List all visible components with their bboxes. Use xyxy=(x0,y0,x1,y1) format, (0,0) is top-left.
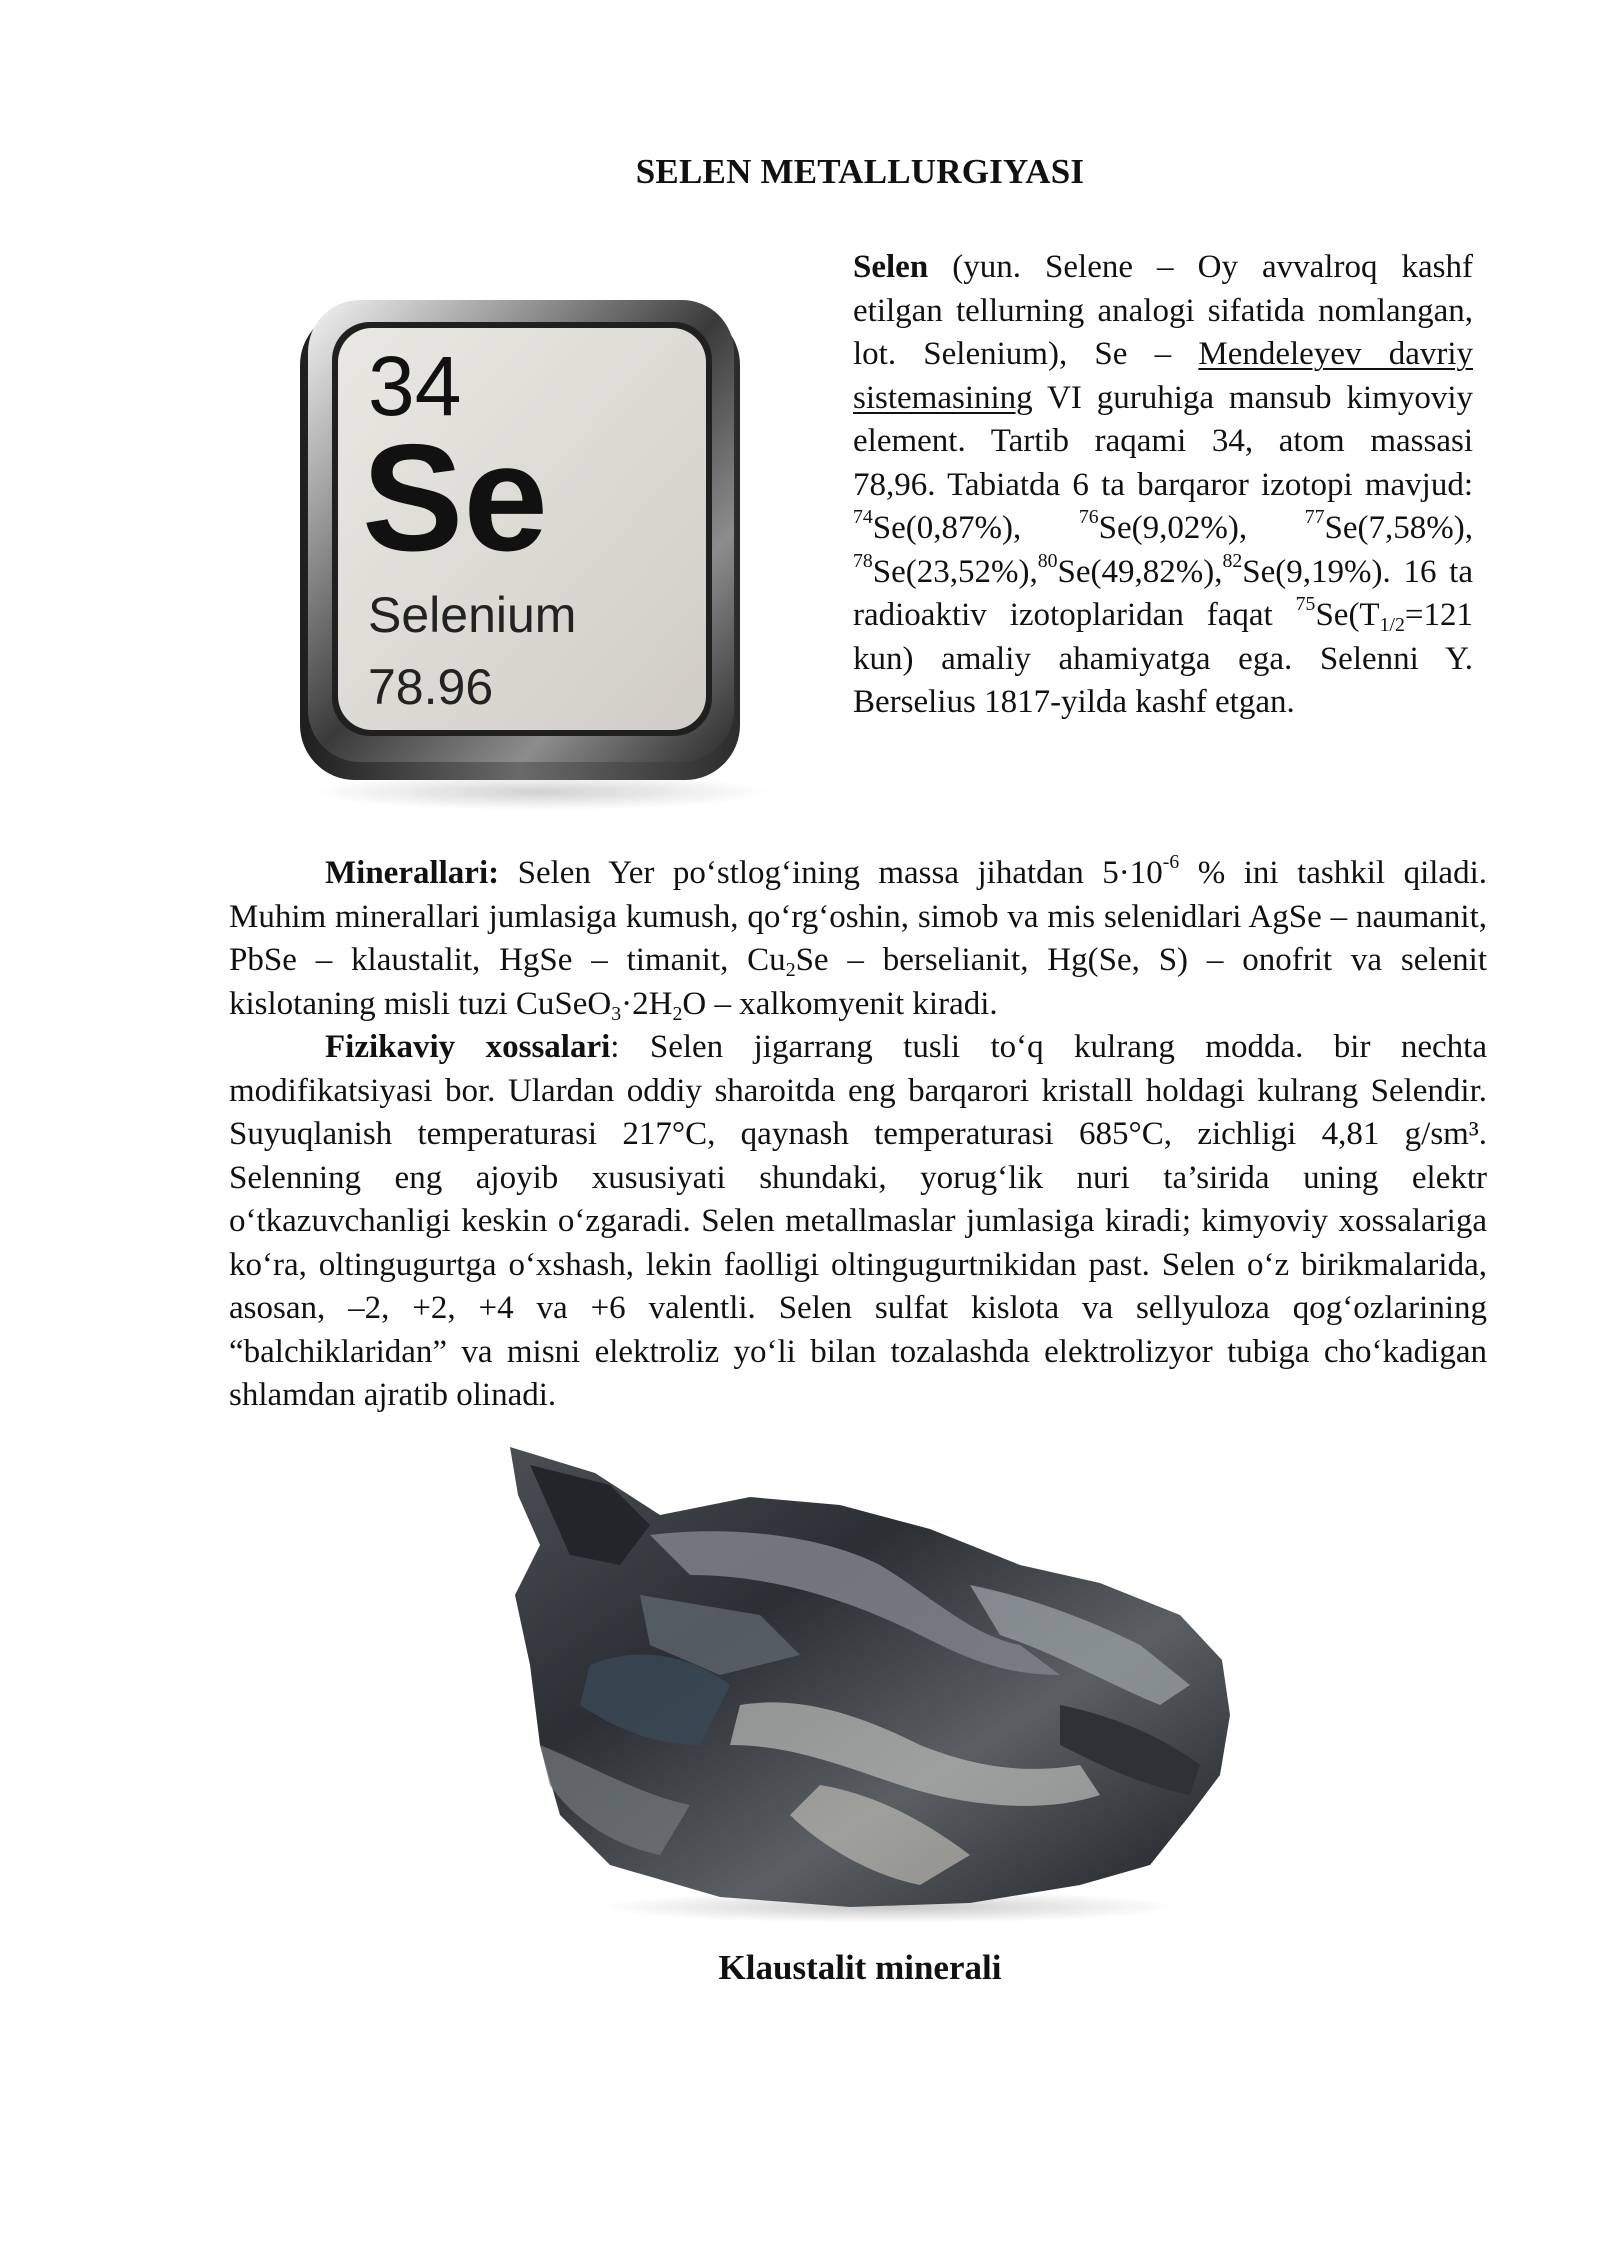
minerals-text: % ini tashkil qiladi. Muhim minerallari jumlasiga kumush, qo‘rg‘oshin, simob va mis selenidlari AgSe – naumanit, PbSe – klaustalit, HgSe – timanit, Cu xyxy=(229,855,1487,978)
radio-isotope-text-b: =121 kun) amaliy ahamiyatga ega. Selenni Y. Berselius 1817-yilda kashf etgan. xyxy=(853,597,1473,720)
isotope-abundance: Se(9,19%). xyxy=(1242,553,1404,590)
image-caption: Klaustalit minerali xyxy=(718,1948,1002,1987)
mineral-rock-graphic xyxy=(500,1445,1245,1925)
minerals-exponent: -6 xyxy=(1162,851,1180,874)
radio-isotope-text-a: Se(T xyxy=(1315,597,1380,633)
isotope-mass: 76 xyxy=(1078,506,1099,529)
isotope-abundance: Se(9,02%), xyxy=(1098,510,1305,546)
body-text xyxy=(229,852,1487,1418)
selenium-element-tile xyxy=(250,292,790,812)
intro-text-1: (yun. Selene – Oy avvalroq kashf etilgan tellurning analogi sifatida nomlangan, lot. Selenium), Se – xyxy=(853,249,1473,372)
tile-atomic-number: 34 xyxy=(368,339,462,433)
physical-text: : Selen jigarrang tusli to‘q kulrang modda. bir nechta modifikatsiyasi bor. Ulardan oddiy sharoitda eng barqarori kristall holdagi kulrang Selendir. Suyuqlanish temperaturasi 217°C, qaynash temperaturasi 685°C, zichligi 4,81 g/sm³. Selenning eng ajoyib xususiyati shundaki, yorug‘lik nuri ta’sirida uning elektr o‘tkazuvchanligi keskin o‘zgaradi. Selen metallmaslar jumlasiga kiradi; kimyoviy xossalariga ko‘ra, oltingugurtga o‘xshash, lekin faolligi oltingugurtnikidan past. Selen o‘z birikmalarida, asosan, –2, +2, +4 va +6 valentli. Selen sulfat kislota va sellyuloza qog‘ozlarining “balchiklaridan” va misni elektroliz yo‘li bilan tozalashda elektrolizyor tubiga cho‘kadigan shlamdan ajratib olinadi. xyxy=(229,1029,1487,1413)
physical-label: Fizikaviy xossalari xyxy=(325,1029,611,1065)
half-life-subscript: 1/2 xyxy=(1379,613,1405,636)
minerals-label: Minerallari: xyxy=(325,855,500,891)
periodic-table-link[interactable]: Mendeleyev davriy sistemasining xyxy=(853,336,1474,416)
page-title: SELEN METALLURGIYASI xyxy=(635,152,1085,191)
tile-element-name: Selenium xyxy=(368,587,577,643)
element-tile-graphic xyxy=(250,292,790,812)
isotope-mass: 80 xyxy=(1037,549,1058,572)
formula-subscript: 2 xyxy=(672,1002,683,1025)
intro-term: Selen xyxy=(853,249,929,285)
isotope-abundance: Se(49,82%), xyxy=(1057,553,1223,590)
isotope-mass: 82 xyxy=(1222,549,1243,572)
klaustalit-mineral-image xyxy=(500,1445,1245,1925)
formula-subscript: 2 xyxy=(785,958,796,981)
isotope-abundance: Se(7,58%), xyxy=(1324,510,1473,546)
minerals-text: O – xalkomyenit kiradi. xyxy=(682,985,998,1022)
tile-atomic-mass: 78.96 xyxy=(368,659,494,715)
isotope-abundance: Se(23,52%), xyxy=(872,553,1038,590)
minerals-paragraph xyxy=(229,852,1487,1026)
formula-subscript: 3 xyxy=(611,1002,622,1025)
physical-properties-paragraph xyxy=(229,1026,1487,1418)
isotope-mass: 78 xyxy=(853,549,873,572)
intro-text-2: VI guruhiga mansub kimyoviy element. Tartib raqami 34, atom massasi 78,96. Tabiatda 6 ta barqaror izotopi mavjud: xyxy=(853,379,1473,503)
isotope-abundance: Se(0,87%), xyxy=(872,510,1079,546)
tile-symbol: Se xyxy=(362,413,548,583)
radio-isotope-mass: 75 xyxy=(1295,593,1316,616)
minerals-text: Selen Yer po‘stlog‘ining massa jihatdan 5·10 xyxy=(499,855,1163,891)
intro-paragraph xyxy=(853,246,1473,725)
intro-text-3: 16 ta radioaktiv izotoplaridan faqat xyxy=(853,553,1473,633)
minerals-text: Se – berselianit, Hg(Se, S) – onofrit va selenit kislotaning misli tuzi CuSeO xyxy=(229,942,1487,1022)
isotope-mass: 77 xyxy=(1304,506,1325,529)
minerals-text: ·2H xyxy=(621,985,673,1022)
isotope-mass: 74 xyxy=(853,506,873,529)
